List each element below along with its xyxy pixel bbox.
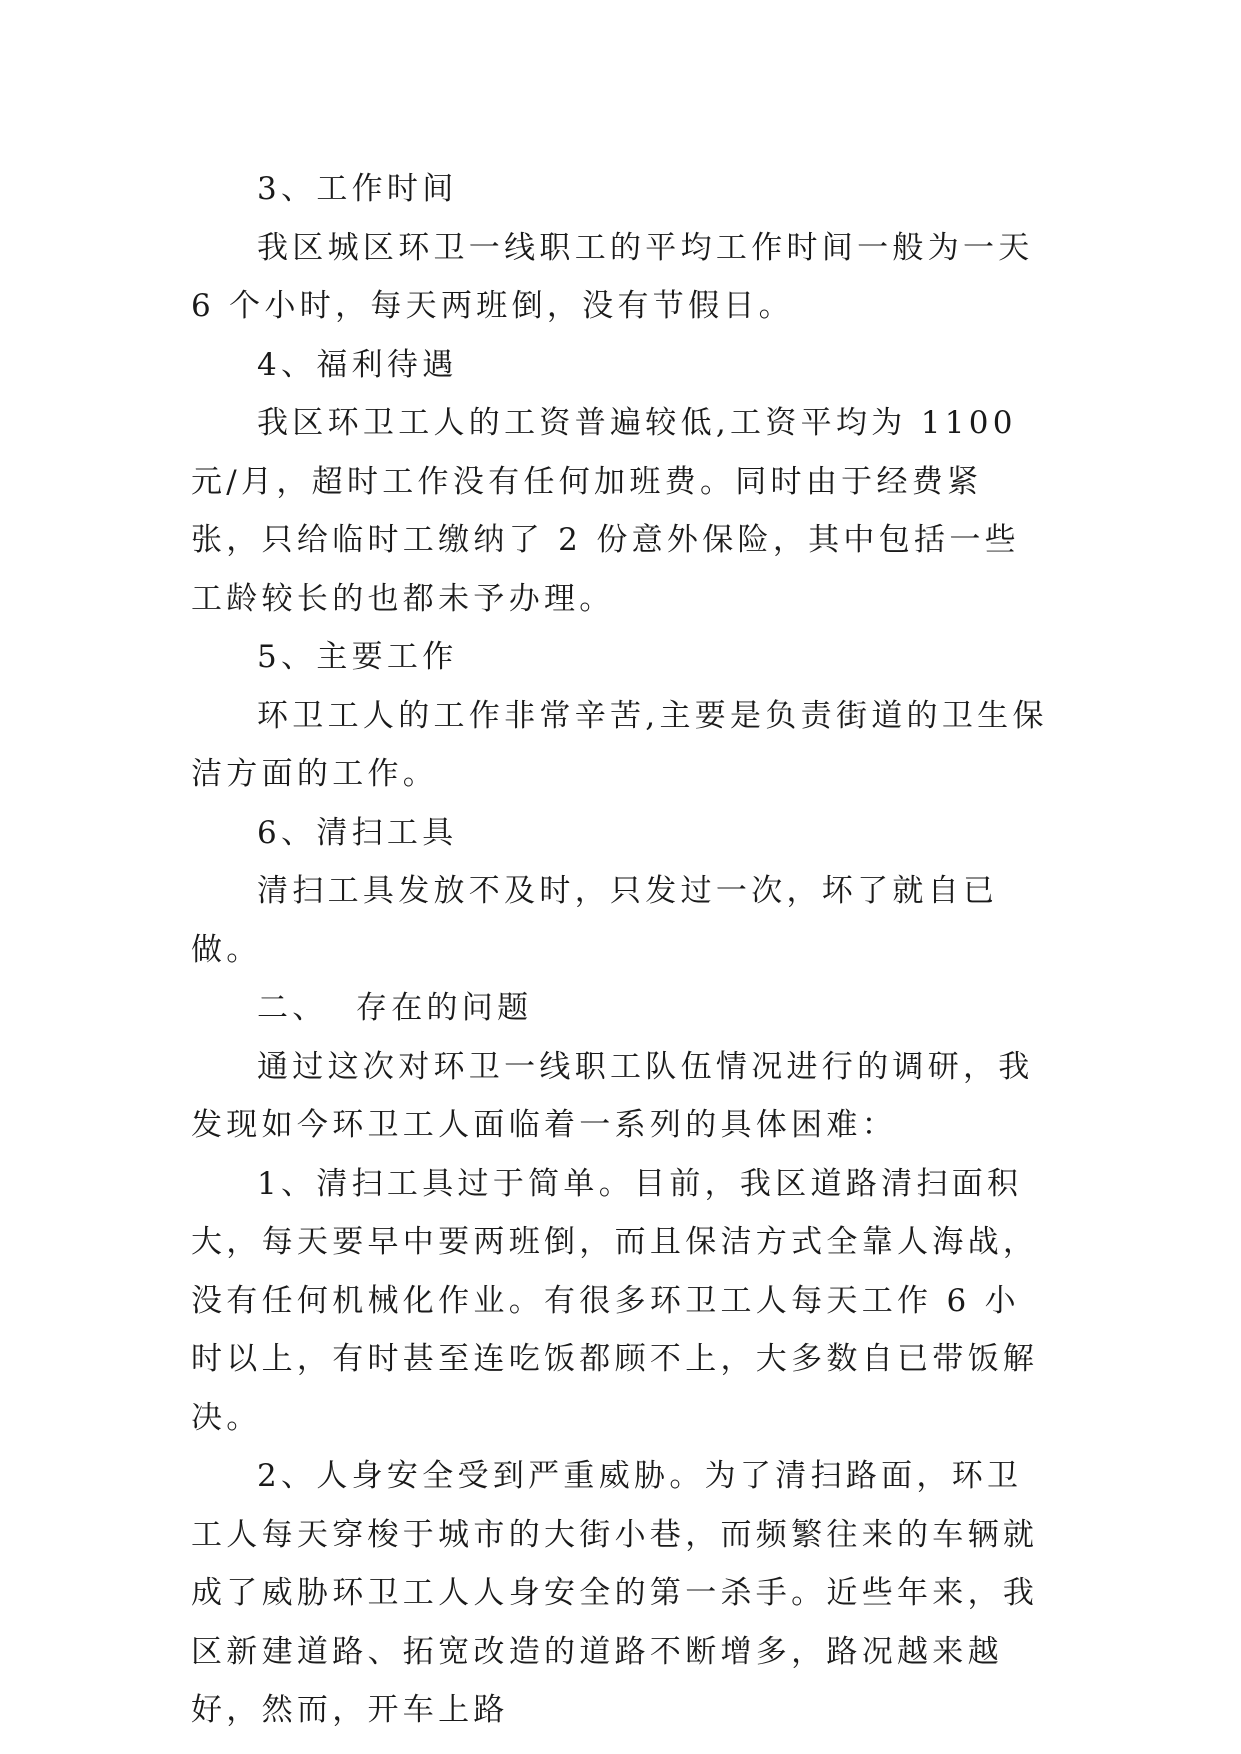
paragraph-work-time: 我区城区环卫一线职工的平均工作时间一般为一天 6 个小时，每天两班倒，没有节假日。	[191, 229, 1034, 324]
paragraph-problems-intro: 通过这次对环卫一线职工队伍情况进行的调研，我发现如今环卫工人面临着一系列的具体困难：	[191, 1048, 1034, 1143]
paragraph-welfare: 我区环卫工人的工资普遍较低,工资平均为 1100 元/月，超时工作没有任何加班费。同时由于经费紧张，只给临时工缴纳了 2 份意外保险，其中包括一些工龄较长的也都未予办理。	[191, 405, 1020, 617]
paragraph-tools: 清扫工具发放不及时，只发过一次，坏了就自已做。	[191, 873, 999, 968]
section-heading-work-time: 3、工作时间	[257, 171, 458, 207]
section-heading-main-work: 5、主要工作	[257, 639, 458, 675]
section-heading-welfare: 4、福利待遇	[257, 346, 458, 383]
section-heading-tools: 6、清扫工具	[257, 814, 458, 851]
paragraph-problem-2: 2、人身安全受到严重威胁。为了清扫路面，环卫工人每天穿梭于城市的大街小巷，而频繁往来的车辆就成了威胁环卫工人人身安全的第一杀手。近些年来，我区新建道路、拓宽改造的道路不断增多，路况越来越好，然而，开车上路	[191, 1458, 1039, 1728]
document-page	[191, 160, 1051, 1740]
paragraph-main-work: 环卫工人的工作非常辛苦,主要是负责街道的卫生保洁方面的工作。	[191, 697, 1048, 792]
paragraph-problem-1: 1、清扫工具过于简单。目前，我区道路清扫面积大，每天要早中要两班倒，而且保洁方式全靠人海战，没有任何机械化作业。有很多环卫工人每天工作 6 小时以上，有时甚至连吃饭都顾不上，大多数自已带饭解决。	[191, 1165, 1039, 1436]
section-heading-problems: 二、 存在的问题	[257, 990, 533, 1026]
